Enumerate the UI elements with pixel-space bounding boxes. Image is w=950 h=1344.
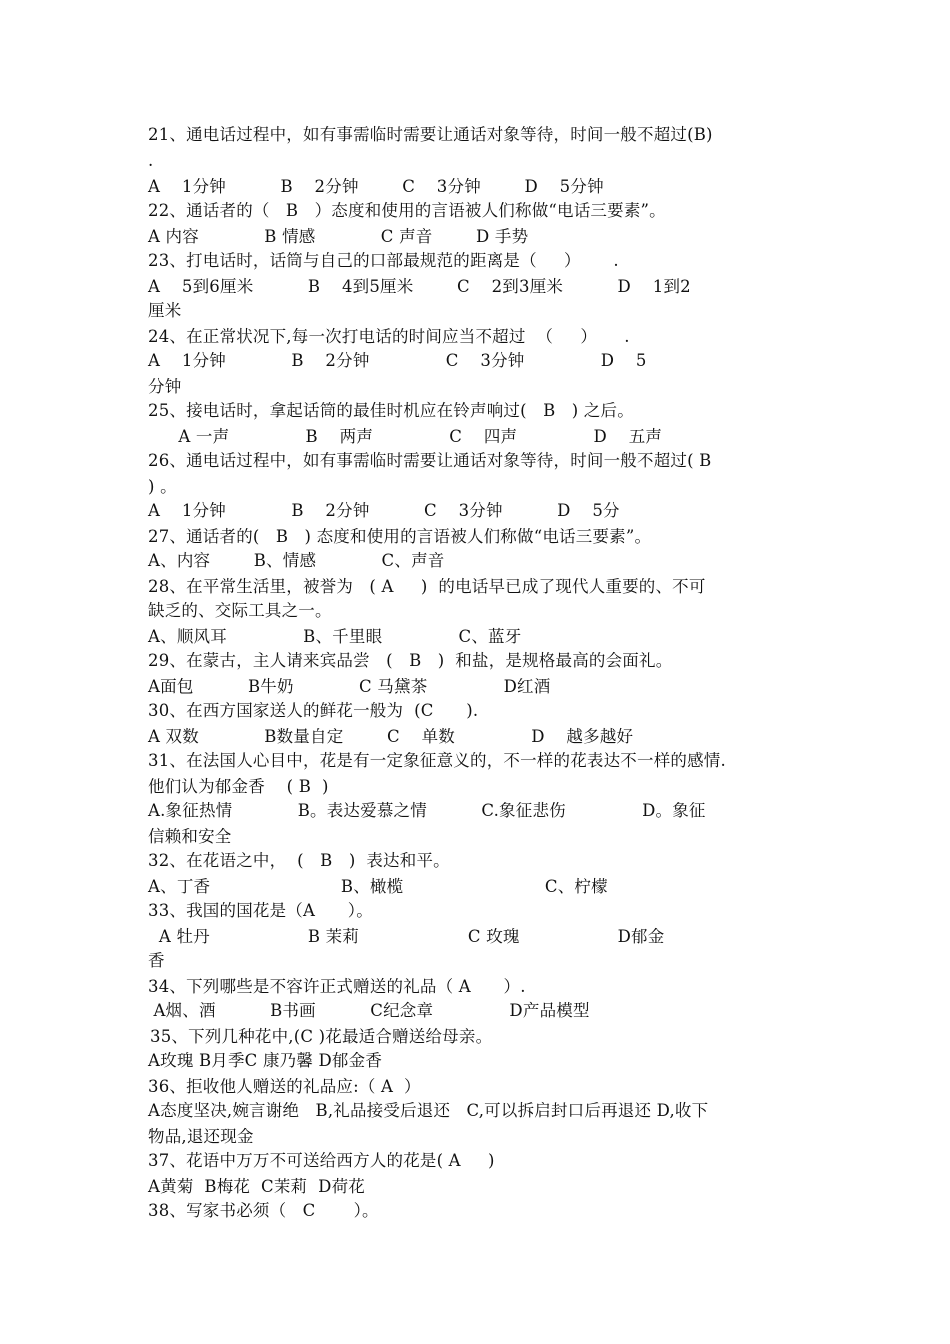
text-line: 28、在平常生活里，被誉为 ( A ) 的电话早已成了现代人重要的、不可: [148, 577, 706, 596]
text-line: A、丁香 B、橄榄 C、柠檬: [148, 877, 608, 896]
text-line: 30、在西方国家送人的鲜花一般为 (C ).: [148, 701, 479, 720]
text-line: 分钟: [148, 377, 182, 396]
text-line: 37、花语中万万不可送给西方人的花是( A ): [148, 1151, 495, 1170]
text-line: ) 。: [148, 477, 177, 496]
text-line: A、内容 B、情感 C、声音: [148, 551, 445, 570]
text-line: 信赖和安全: [148, 827, 232, 846]
text-line: 26、通电话过程中，如有事需临时需要让通话对象等待，时间一般不超过( B: [148, 451, 712, 470]
text-line: 25、接电话时，拿起话筒的最佳时机应在铃声响过( B ) 之后。: [148, 401, 634, 420]
text-line: A 一声 B 两声 C 四声 D 五声: [162, 427, 663, 446]
text-line: 物品,退还现金: [148, 1127, 254, 1146]
text-line: A面包 B牛奶 C 马黛茶 D红酒: [148, 677, 551, 696]
text-line: 33、我国的国花是（A ）。: [148, 901, 373, 920]
text-line: 36、拒收他人赠送的礼品应:（ A ）: [148, 1077, 421, 1096]
text-line: 35、下列几种花中,(C )花最适合赠送给母亲。: [150, 1027, 493, 1046]
text-line: A黄菊 B梅花 C茉莉 D荷花: [148, 1177, 365, 1196]
text-line: 38、写家书必须（ C ）。: [148, 1201, 379, 1220]
text-line: 34、下列哪些是不容许正式赠送的礼品（ A ）.: [148, 977, 526, 996]
text-line: A态度坚决,婉言谢绝 B,礼品接受后退还 C,可以拆启封口后再退还 D,收下: [148, 1101, 709, 1120]
text-line: A 双数 B数量自定 C 单数 D 越多越好: [148, 727, 634, 746]
text-line: A 5到6厘米 B 4到5厘米 C 2到3厘米 D 1到2: [148, 277, 691, 296]
text-line: 32、在花语之中， ( B ) 表达和平。: [148, 851, 450, 870]
text-line: A 1分钟 B 2分钟 C 3分钟 D 5分钟: [148, 177, 604, 196]
text-line: .: [148, 151, 154, 170]
text-line: A 牡丹 B 茉莉 C 玫瑰 D郁金: [148, 927, 665, 946]
text-line: 31、在法国人心目中，花是有一定象征意义的，不一样的花表达不一样的感情.: [148, 751, 726, 770]
text-line: A 1分钟 B 2分钟 C 3分钟 D 5: [148, 351, 647, 370]
text-line: A 内容 B 情感 C 声音 D 手势: [148, 227, 529, 246]
text-line: 29、在蒙古，主人请来宾品尝 ( B ) 和盐，是规格最高的会面礼。: [148, 651, 673, 670]
text-line: A 1分钟 B 2分钟 C 3分钟 D 5分: [148, 501, 620, 520]
text-line: 缺乏的、交际工具之一。: [148, 601, 332, 620]
text-line: 27、通话者的( B ) 态度和使用的言语被人们称做“电话三要素”。: [148, 527, 652, 546]
text-line: A烟、酒 B书画 C纪念章 D产品模型: [148, 1001, 590, 1020]
text-line: 21、通电话过程中，如有事需临时需要让通话对象等待，时间一般不超过(B): [148, 125, 713, 144]
text-line: A玫瑰 B月季C 康乃馨 D郁金香: [148, 1051, 383, 1070]
text-line: 香: [148, 951, 165, 970]
text-line: 23、打电话时，话筒与自己的口部最规范的距离是（ ） .: [148, 251, 619, 270]
text-line: 他们认为郁金香 ( B ): [148, 777, 329, 796]
text-line: 22、通话者的（ B ）态度和使用的言语被人们称做“电话三要素”。: [148, 201, 666, 220]
text-line: 24、在正常状况下,每一次打电话的时间应当不超过 （ ） .: [148, 327, 630, 346]
text-line: A.象征热情 B。表达爱慕之情 C.象征悲伤 D。象征: [148, 801, 706, 820]
text-line: 厘米: [148, 301, 182, 320]
text-line: A、顺风耳 B、千里眼 C、蓝牙: [148, 627, 522, 646]
